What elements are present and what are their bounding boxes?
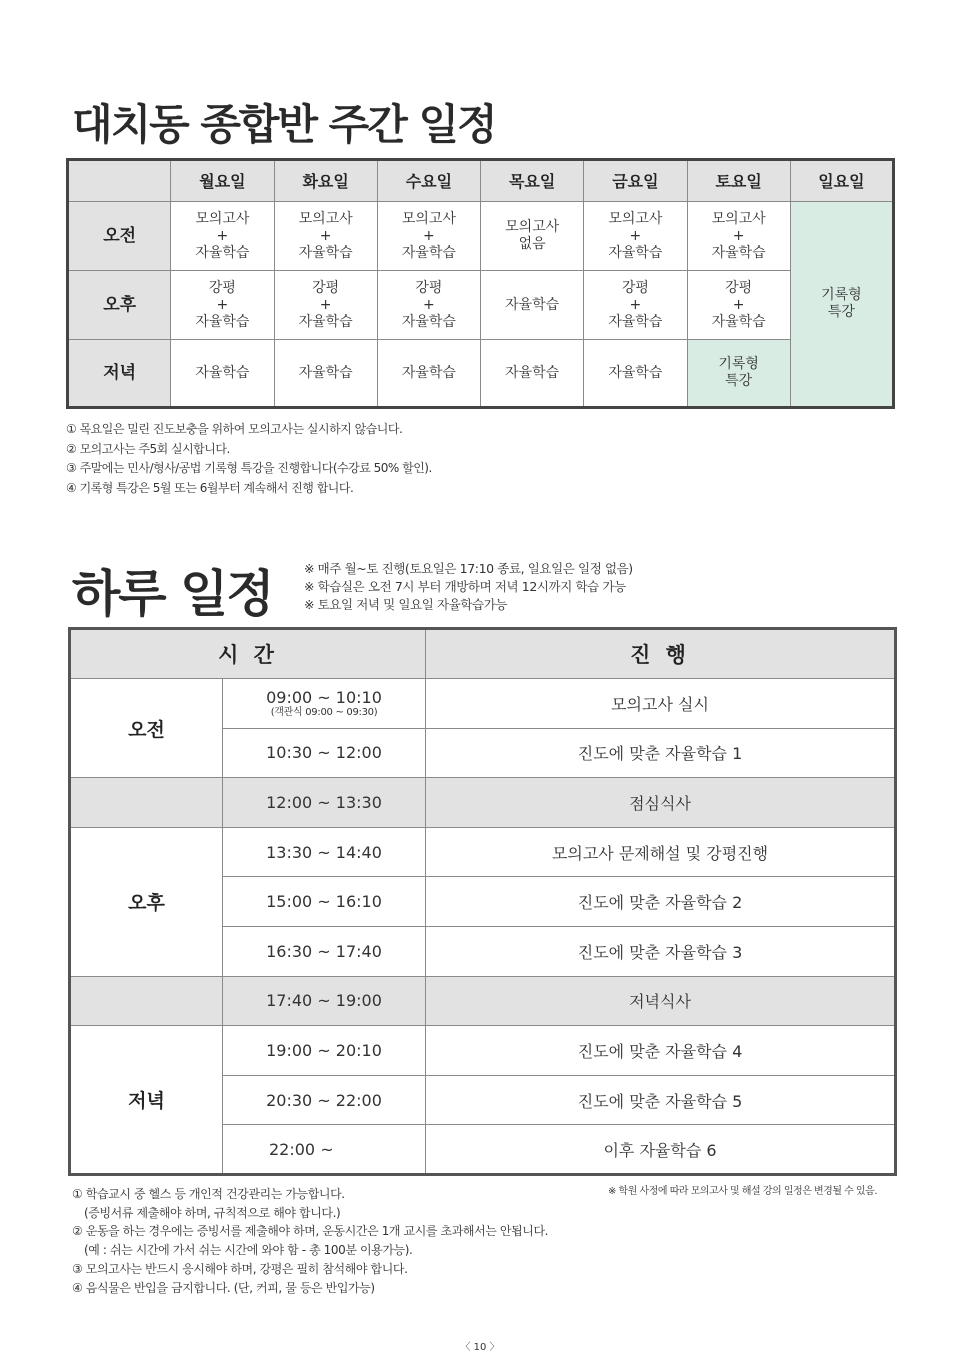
footnote-item: ② 운동을 하는 경우에는 증빙서를 제출해야 하며, 운동시간은 1개 교시를 초과해서는 안됩니다. [72, 1224, 549, 1239]
schedule-cell: 모의고사 + 자율학습 [171, 202, 274, 271]
activity-header: 진 행 [426, 629, 896, 679]
period-label: 저녁 [68, 340, 171, 408]
period-label: 오후 [70, 827, 223, 976]
schedule-cell-sunday: 기록형 특강 [790, 202, 893, 408]
activity-cell: 이후 자율학습 6 [426, 1125, 896, 1175]
daily-footnotes [72, 1185, 548, 1297]
day-header: 토요일 [687, 160, 790, 202]
weekly-title: 대치동 종합반 주간 일정 [72, 100, 496, 149]
schedule-change-note: ※ 학원 사정에 따라 모의고사 및 해설 강의 일정은 변경될 수 있음. [608, 1186, 878, 1197]
schedule-cell: 모의고사 없음 [481, 202, 584, 271]
activity-cell: 진도에 맞춘 자율학습 4 [426, 1026, 896, 1076]
activity-cell: 모의고사 문제해설 및 강평진행 [426, 827, 896, 877]
weekly-notes [66, 420, 432, 498]
note-item: ※ 토요일 저녁 및 일요일 자율학습가능 [304, 597, 508, 612]
activity-cell: 진도에 맞춘 자율학습 1 [426, 728, 896, 778]
schedule-cell: 강평 + 자율학습 [687, 271, 790, 340]
time-cell: 15:00 ~ 16:10 [223, 877, 426, 927]
schedule-cell: 자율학습 [171, 340, 274, 408]
schedule-cell: 자율학습 [481, 271, 584, 340]
empty-period-cell [70, 778, 223, 828]
schedule-cell: 자율학습 [584, 340, 687, 408]
activity-cell: 진도에 맞춘 자율학습 2 [426, 877, 896, 927]
schedule-cell: 강평 + 자율학습 [377, 271, 480, 340]
daily-schedule-table [68, 627, 897, 1176]
schedule-cell: 자율학습 [274, 340, 377, 408]
schedule-cell: 자율학습 [481, 340, 584, 408]
schedule-cell: 강평 + 자율학습 [584, 271, 687, 340]
time-cell: 17:40 ~ 19:00 [223, 976, 426, 1026]
footnote-item: ④ 음식물은 반입을 금지합니다. (단, 커피, 물 등은 반입가능) [72, 1280, 375, 1295]
day-header: 일요일 [790, 160, 893, 202]
time-cell: 20:30 ~ 22:00 [223, 1075, 426, 1125]
activity-cell: 진도에 맞춘 자율학습 3 [426, 926, 896, 976]
activity-cell: 점심식사 [426, 778, 896, 828]
time-cell: 13:30 ~ 14:40 [223, 827, 426, 877]
schedule-cell: 모의고사 + 자율학습 [584, 202, 687, 271]
day-header: 화요일 [274, 160, 377, 202]
period-label: 오후 [68, 271, 171, 340]
period-label: 저녁 [70, 1026, 223, 1175]
table-corner [68, 160, 171, 202]
time-cell: 22:00 ~ [223, 1125, 426, 1175]
note-item: ※ 학습실은 오전 7시 부터 개방하며 저녁 12시까지 학습 가능 [304, 579, 626, 594]
time-cell: 10:30 ~ 12:00 [223, 728, 426, 778]
schedule-cell: 모의고사 + 자율학습 [274, 202, 377, 271]
note-item: ※ 매주 월~토 진행(토요일은 17:10 종료, 일요일은 일정 없음) [304, 561, 633, 576]
time-cell: 09:00 ~ 10:10 (객관식 09:00 ~ 09:30) [223, 679, 426, 729]
period-label: 오전 [68, 202, 171, 271]
day-header: 수요일 [377, 160, 480, 202]
schedule-cell: 모의고사 + 자율학습 [377, 202, 480, 271]
footnote-item: (예 : 쉬는 시간에 가서 쉬는 시간에 와야 함 - 총 100분 이용가능). [84, 1243, 413, 1258]
footnote-item: ③ 모의고사는 반드시 응시해야 하며, 강평은 필히 참석해야 합니다. [72, 1261, 408, 1276]
page-number: 〈 10 〉 [460, 1342, 500, 1353]
period-label: 오전 [70, 679, 223, 778]
empty-period-cell [70, 976, 223, 1026]
note-item: ③ 주말에는 민사/형사/공법 기록형 특강을 진행합니다(수강료 50% 할인). [66, 461, 432, 475]
day-header: 금요일 [584, 160, 687, 202]
schedule-cell: 모의고사 + 자율학습 [687, 202, 790, 271]
note-item: ④ 기록형 특강은 5월 또는 6월부터 계속해서 진행 합니다. [66, 480, 354, 495]
day-header: 월요일 [171, 160, 274, 202]
schedule-cell: 강평 + 자율학습 [171, 271, 274, 340]
weekly-schedule-table [66, 158, 895, 409]
time-cell: 12:00 ~ 13:30 [223, 778, 426, 828]
schedule-cell: 자율학습 [377, 340, 480, 408]
footnote-item: (증빙서류 제출해야 하며, 규칙적으로 해야 합니다.) [84, 1205, 341, 1220]
daily-notes [304, 560, 633, 614]
time-header: 시 간 [70, 629, 426, 679]
note-item: ② 모의고사는 주5회 실시합니다. [66, 441, 230, 456]
schedule-cell: 강평 + 자율학습 [274, 271, 377, 340]
schedule-cell-saturday-evening: 기록형 특강 [687, 340, 790, 408]
note-item: ① 목요일은 밀린 진도보충을 위하여 모의고사는 실시하지 않습니다. [66, 422, 403, 436]
daily-title: 하루 일정 [72, 565, 273, 623]
activity-cell: 진도에 맞춘 자율학습 5 [426, 1075, 896, 1125]
activity-cell: 모의고사 실시 [426, 679, 896, 729]
activity-cell: 저녁식사 [426, 976, 896, 1026]
footnote-item: ① 학습교시 중 헬스 등 개인적 건강관리는 가능합니다. [72, 1187, 345, 1201]
time-cell: 19:00 ~ 20:10 [223, 1026, 426, 1076]
day-header: 목요일 [481, 160, 584, 202]
time-cell: 16:30 ~ 17:40 [223, 926, 426, 976]
